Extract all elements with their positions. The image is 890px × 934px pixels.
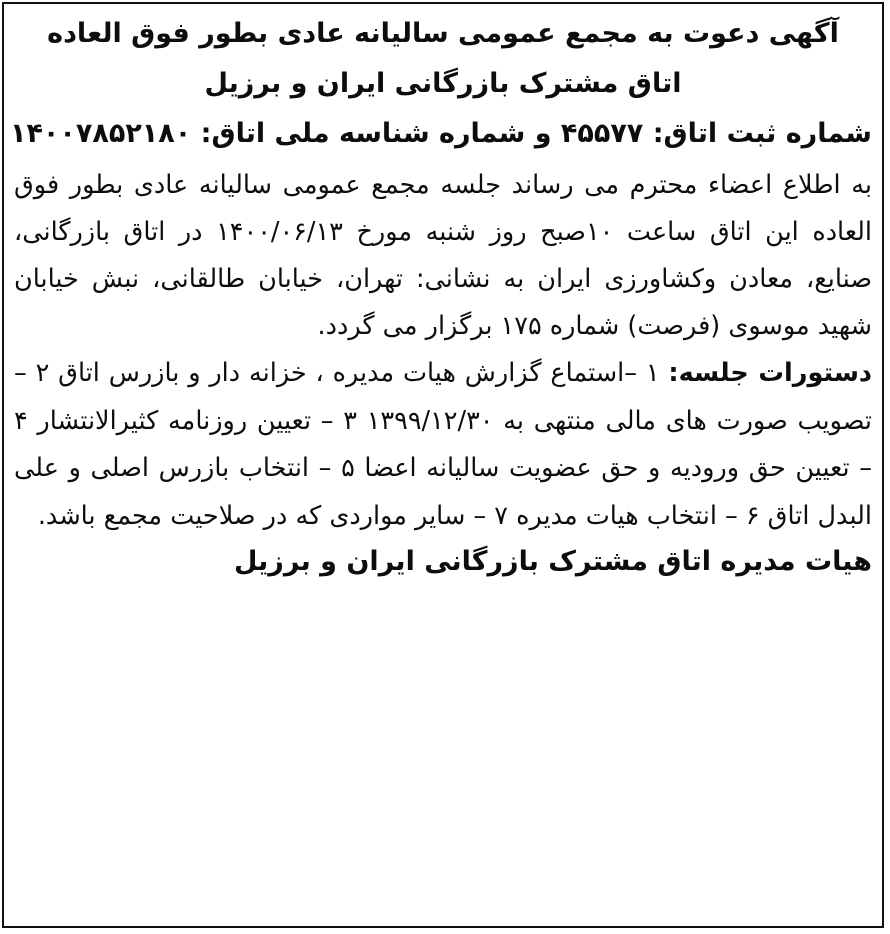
national-id-number: ۱۴۰۰۷۸۵۲۱۸۰: [9, 118, 192, 149]
agenda-items: ۱ –استماع گزارش هیات مدیره ، خزانه دار و بازرس اتاق ۲ –تصویب صورت های مالی منتهی به ۱۳۹۹/۱۲/۳۰ ۳ – تعیین روزنامه کثیرالانتشار ۴ – تعیین حق ورودیه و حق عضویت سالیانه اعضا ۵ – انتخاب بازرس اصلی و علی البدل اتاق ۶ – انتخاب هیات مدیره ۷ – سایر مواردی که در صلاحیت مجمع باشد.: [14, 358, 872, 531]
national-id-label: و شماره شناسه ملی اتاق:: [200, 118, 552, 149]
signature: هیات مدیره اتاق مشترک بازرگانی ایران و برزیل: [234, 546, 872, 577]
registration-info: [9, 108, 872, 160]
notice-title: آگهی دعوت به مجمع عمومی سالیانه عادی بطور فوق العاده: [47, 18, 839, 49]
notice-document: [9, 8, 873, 922]
registration-label: شماره ثبت اتاق:: [652, 118, 872, 149]
notice-header: [14, 8, 872, 108]
organization-name: اتاق مشترک بازرگانی ایران و برزیل: [204, 68, 682, 99]
agenda-title: دستورات جلسه:: [668, 358, 873, 388]
agenda: [14, 350, 872, 540]
notice-body: [14, 162, 872, 350]
body-paragraph: به اطلاع اعضاء محترم می رساند جلسه مجمع عمومی سالیانه عادی بطور فوق العاده این اتاق ساعت ۱۰صبح روز شنبه مورخ ۱۴۰۰/۰۶/۱۳ در اتاق بازرگانی، صنایع، معادن وکشاورزی ایران به نشانی: تهران، خیابان طالقانی، نبش خیابان شهید موسوی (فرصت) شماره ۱۷۵ برگزار می گردد.: [14, 170, 872, 341]
notice-frame: [2, 2, 884, 928]
registration-number: ۴۵۵۷۷: [560, 118, 644, 149]
